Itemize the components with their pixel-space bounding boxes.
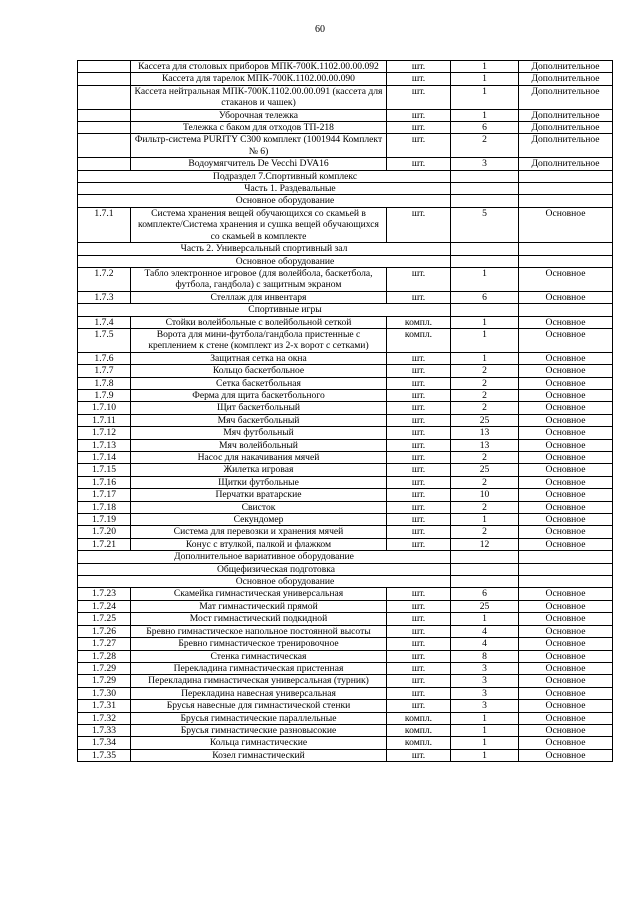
item-type: Основное	[519, 476, 613, 488]
item-number	[78, 122, 131, 134]
section-header-row	[78, 170, 613, 182]
section-header-text: Дополнительное вариативное оборудование	[78, 551, 451, 563]
item-number: 1.7.33	[78, 724, 131, 736]
item-unit: шт.	[387, 464, 451, 476]
item-unit: шт.	[387, 476, 451, 488]
item-unit: компл.	[387, 328, 451, 352]
item-quantity: 13	[451, 427, 519, 439]
item-number: 1.7.23	[78, 588, 131, 600]
table-row	[78, 122, 613, 134]
item-number: 1.7.9	[78, 389, 131, 401]
item-quantity: 2	[451, 365, 519, 377]
item-number: 1.7.14	[78, 452, 131, 464]
item-name: Стойки волейбольные с волейбольной сеткой	[131, 316, 387, 328]
item-name: Мат гимнастический прямой	[131, 600, 387, 612]
item-type: Основное	[519, 700, 613, 712]
item-quantity: 2	[451, 476, 519, 488]
section-header-text: Часть 1. Раздевальные	[78, 183, 451, 195]
section-header-text: Основное оборудование	[78, 576, 451, 588]
table-row	[78, 501, 613, 513]
item-type: Дополнительное	[519, 134, 613, 158]
item-number: 1.7.15	[78, 464, 131, 476]
item-number	[78, 158, 131, 170]
item-type: Основное	[519, 538, 613, 550]
item-unit: шт.	[387, 501, 451, 513]
item-number	[78, 73, 131, 85]
item-type: Основное	[519, 207, 613, 242]
equipment-table	[77, 60, 613, 762]
item-unit: шт.	[387, 122, 451, 134]
item-number: 1.7.32	[78, 712, 131, 724]
item-type: Основное	[519, 316, 613, 328]
item-quantity: 2	[451, 389, 519, 401]
item-number	[78, 109, 131, 121]
item-name: Перчатки вратарские	[131, 489, 387, 501]
table-row	[78, 85, 613, 109]
empty-cell	[451, 195, 519, 207]
item-type: Дополнительное	[519, 61, 613, 73]
item-type: Основное	[519, 439, 613, 451]
table-row	[78, 613, 613, 625]
item-name: Перекладина навесная универсальная	[131, 687, 387, 699]
item-number: 1.7.25	[78, 613, 131, 625]
section-header-text: Часть 2. Универсальный спортивный зал	[78, 243, 451, 255]
table-row	[78, 328, 613, 352]
item-unit: шт.	[387, 588, 451, 600]
item-type: Основное	[519, 352, 613, 364]
table-row	[78, 267, 613, 291]
empty-cell	[451, 576, 519, 588]
section-header-text: Основное оборудование	[78, 195, 451, 207]
table-row	[78, 749, 613, 761]
item-unit: шт.	[387, 389, 451, 401]
item-type: Основное	[519, 687, 613, 699]
item-number: 1.7.10	[78, 402, 131, 414]
table-row	[78, 427, 613, 439]
table-row	[78, 402, 613, 414]
table-row	[78, 489, 613, 501]
item-number: 1.7.31	[78, 700, 131, 712]
item-quantity: 25	[451, 464, 519, 476]
item-name: Ворота для мини-футбола/гандбола пристенные с креплением к стене (комплект из 2-х ворот с сетками)	[131, 328, 387, 352]
item-number: 1.7.24	[78, 600, 131, 612]
table-row	[78, 737, 613, 749]
item-number	[78, 134, 131, 158]
section-header-row	[78, 255, 613, 267]
item-unit: шт.	[387, 402, 451, 414]
item-type: Основное	[519, 414, 613, 426]
item-quantity: 2	[451, 526, 519, 538]
item-quantity: 6	[451, 588, 519, 600]
item-name: Стенка гимнастическая	[131, 650, 387, 662]
item-unit: шт.	[387, 352, 451, 364]
item-number: 1.7.7	[78, 365, 131, 377]
empty-cell	[451, 304, 519, 316]
item-number: 1.7.28	[78, 650, 131, 662]
item-number: 1.7.18	[78, 501, 131, 513]
item-name: Фильтр-система PURITY C300 комплект (1001944 Комплект № 6)	[131, 134, 387, 158]
item-quantity: 3	[451, 675, 519, 687]
item-name: Насос для накачивания мячей	[131, 452, 387, 464]
item-name: Брусья гимнастические параллельные	[131, 712, 387, 724]
table-row	[78, 588, 613, 600]
item-unit: шт.	[387, 489, 451, 501]
item-name: Мяч футбольный	[131, 427, 387, 439]
item-type: Основное	[519, 526, 613, 538]
item-unit: шт.	[387, 625, 451, 637]
item-quantity: 4	[451, 638, 519, 650]
item-name: Уборочная тележка	[131, 109, 387, 121]
item-number: 1.7.11	[78, 414, 131, 426]
empty-cell	[451, 551, 519, 563]
item-number: 1.7.29	[78, 662, 131, 674]
section-header-row	[78, 576, 613, 588]
item-type: Основное	[519, 377, 613, 389]
item-name: Ферма для щита баскетбольного	[131, 389, 387, 401]
item-unit: шт.	[387, 452, 451, 464]
item-number: 1.7.16	[78, 476, 131, 488]
item-number: 1.7.26	[78, 625, 131, 637]
item-unit: шт.	[387, 675, 451, 687]
empty-cell	[519, 255, 613, 267]
item-name: Кассета нейтральная МПК-700К.1102.00.00.091 (кассета для стаканов и чашек)	[131, 85, 387, 109]
item-quantity: 12	[451, 538, 519, 550]
item-quantity: 1	[451, 352, 519, 364]
item-number: 1.7.2	[78, 267, 131, 291]
table-row	[78, 414, 613, 426]
item-quantity: 1	[451, 749, 519, 761]
item-type: Основное	[519, 514, 613, 526]
item-unit: шт.	[387, 687, 451, 699]
item-quantity: 1	[451, 328, 519, 352]
item-name: Жилетка игровая	[131, 464, 387, 476]
item-name: Тележка с баком для отходов ТП-218	[131, 122, 387, 134]
item-quantity: 8	[451, 650, 519, 662]
item-unit: шт.	[387, 207, 451, 242]
item-unit: шт.	[387, 85, 451, 109]
table-row	[78, 687, 613, 699]
empty-cell	[519, 563, 613, 575]
item-unit: шт.	[387, 538, 451, 550]
item-type: Основное	[519, 724, 613, 736]
item-number: 1.7.21	[78, 538, 131, 550]
table-row	[78, 377, 613, 389]
item-unit: шт.	[387, 291, 451, 303]
item-name: Перекладина гимнастическая универсальная (турник)	[131, 675, 387, 687]
item-unit: шт.	[387, 613, 451, 625]
item-type: Основное	[519, 501, 613, 513]
empty-cell	[519, 195, 613, 207]
item-unit: шт.	[387, 61, 451, 73]
item-quantity: 25	[451, 414, 519, 426]
empty-cell	[451, 183, 519, 195]
item-unit: шт.	[387, 158, 451, 170]
table-row	[78, 662, 613, 674]
table-row	[78, 526, 613, 538]
item-unit: шт.	[387, 700, 451, 712]
item-quantity: 1	[451, 73, 519, 85]
empty-cell	[519, 551, 613, 563]
item-quantity: 6	[451, 291, 519, 303]
item-number: 1.7.8	[78, 377, 131, 389]
item-name: Кассета для столовых приборов МПК-700К.1102.00.00.092	[131, 61, 387, 73]
section-header-text: Спортивные игры	[78, 304, 451, 316]
item-quantity: 1	[451, 712, 519, 724]
item-number: 1.7.5	[78, 328, 131, 352]
item-quantity: 1	[451, 267, 519, 291]
item-number: 1.7.1	[78, 207, 131, 242]
item-type: Основное	[519, 625, 613, 637]
item-number: 1.7.35	[78, 749, 131, 761]
item-name: Скамейка гимнастическая универсальная	[131, 588, 387, 600]
item-quantity: 6	[451, 122, 519, 134]
item-quantity: 2	[451, 377, 519, 389]
item-quantity: 25	[451, 600, 519, 612]
item-name: Стеллаж для инвентаря	[131, 291, 387, 303]
table-row	[78, 464, 613, 476]
item-number: 1.7.13	[78, 439, 131, 451]
table-row	[78, 700, 613, 712]
item-quantity: 1	[451, 109, 519, 121]
item-quantity: 1	[451, 613, 519, 625]
item-number: 1.7.17	[78, 489, 131, 501]
item-type: Дополнительное	[519, 109, 613, 121]
item-quantity: 3	[451, 662, 519, 674]
item-type: Дополнительное	[519, 73, 613, 85]
item-name: Кольцо баскетбольное	[131, 365, 387, 377]
item-quantity: 13	[451, 439, 519, 451]
item-type: Основное	[519, 737, 613, 749]
item-name: Сетка баскетбольная	[131, 377, 387, 389]
table-row	[78, 724, 613, 736]
empty-cell	[451, 170, 519, 182]
item-unit: шт.	[387, 514, 451, 526]
item-number: 1.7.6	[78, 352, 131, 364]
table-row	[78, 476, 613, 488]
item-quantity: 2	[451, 134, 519, 158]
item-number: 1.7.20	[78, 526, 131, 538]
table-row	[78, 452, 613, 464]
item-type: Основное	[519, 489, 613, 501]
item-name: Мяч баскетбольный	[131, 414, 387, 426]
section-header-row	[78, 243, 613, 255]
item-name: Защитная сетка на окна	[131, 352, 387, 364]
empty-cell	[519, 170, 613, 182]
page-number: 60	[315, 24, 325, 35]
table-row	[78, 439, 613, 451]
item-name: Мяч волейбольный	[131, 439, 387, 451]
item-unit: шт.	[387, 749, 451, 761]
item-type: Основное	[519, 267, 613, 291]
item-type: Дополнительное	[519, 85, 613, 109]
item-type: Основное	[519, 427, 613, 439]
table-row	[78, 625, 613, 637]
section-header-text: Общефизическая подготовка	[78, 563, 451, 575]
item-name: Свисток	[131, 501, 387, 513]
item-quantity: 2	[451, 452, 519, 464]
item-type: Основное	[519, 675, 613, 687]
item-unit: шт.	[387, 73, 451, 85]
item-name: Брусья гимнастические разновысокие	[131, 724, 387, 736]
item-unit: шт.	[387, 439, 451, 451]
item-type: Основное	[519, 600, 613, 612]
item-name: Система для перевозки и хранения мячей	[131, 526, 387, 538]
item-type: Основное	[519, 588, 613, 600]
section-header-row	[78, 563, 613, 575]
item-type: Дополнительное	[519, 158, 613, 170]
table-row	[78, 134, 613, 158]
item-unit: шт.	[387, 638, 451, 650]
empty-cell	[451, 255, 519, 267]
item-number: 1.7.12	[78, 427, 131, 439]
item-unit: шт.	[387, 414, 451, 426]
item-number	[78, 85, 131, 109]
item-name: Перекладина гимнастическая пристенная	[131, 662, 387, 674]
item-name: Секундомер	[131, 514, 387, 526]
item-type: Основное	[519, 749, 613, 761]
table-row	[78, 514, 613, 526]
item-unit: шт.	[387, 662, 451, 674]
item-quantity: 2	[451, 402, 519, 414]
item-type: Основное	[519, 464, 613, 476]
item-quantity: 1	[451, 316, 519, 328]
item-name: Козел гимнастический	[131, 749, 387, 761]
item-name: Конус с втулкой, палкой и флажком	[131, 538, 387, 550]
section-header-row	[78, 304, 613, 316]
item-number: 1.7.3	[78, 291, 131, 303]
item-quantity: 3	[451, 158, 519, 170]
empty-cell	[519, 304, 613, 316]
item-name: Щитки футбольные	[131, 476, 387, 488]
item-quantity: 4	[451, 625, 519, 637]
equipment-table-body	[78, 61, 613, 762]
section-header-row	[78, 183, 613, 195]
item-name: Щит баскетбольный	[131, 402, 387, 414]
item-quantity: 1	[451, 514, 519, 526]
item-unit: компл.	[387, 724, 451, 736]
item-quantity: 1	[451, 724, 519, 736]
table-row	[78, 675, 613, 687]
item-unit: шт.	[387, 377, 451, 389]
item-name: Водоумягчитель De Vecchi DVA16	[131, 158, 387, 170]
empty-cell	[519, 243, 613, 255]
item-unit: шт.	[387, 134, 451, 158]
table-row	[78, 61, 613, 73]
item-number: 1.7.19	[78, 514, 131, 526]
item-number: 1.7.27	[78, 638, 131, 650]
item-unit: компл.	[387, 712, 451, 724]
item-name: Бревно гимнастическое напольное постоянной высоты	[131, 625, 387, 637]
item-type: Основное	[519, 389, 613, 401]
item-unit: шт.	[387, 427, 451, 439]
item-name: Система хранения вещей обучающихся со скамьей в комплекте/Система хранения и сушка вещей обучающихся со скамьей в комплекте	[131, 207, 387, 242]
item-type: Основное	[519, 650, 613, 662]
item-quantity: 5	[451, 207, 519, 242]
table-row	[78, 600, 613, 612]
item-type: Основное	[519, 291, 613, 303]
item-type: Дополнительное	[519, 122, 613, 134]
item-unit: компл.	[387, 737, 451, 749]
item-quantity: 1	[451, 85, 519, 109]
item-quantity: 2	[451, 501, 519, 513]
table-row	[78, 291, 613, 303]
item-type: Основное	[519, 452, 613, 464]
item-unit: шт.	[387, 365, 451, 377]
table-row	[78, 712, 613, 724]
item-unit: шт.	[387, 267, 451, 291]
item-quantity: 3	[451, 700, 519, 712]
section-header-text: Основное оборудование	[78, 255, 451, 267]
item-number: 1.7.30	[78, 687, 131, 699]
item-type: Основное	[519, 712, 613, 724]
empty-cell	[519, 576, 613, 588]
item-unit: шт.	[387, 526, 451, 538]
item-unit: шт.	[387, 600, 451, 612]
item-unit: компл.	[387, 316, 451, 328]
item-number	[78, 61, 131, 73]
table-row	[78, 352, 613, 364]
item-number: 1.7.29	[78, 675, 131, 687]
section-header-row	[78, 195, 613, 207]
item-unit: шт.	[387, 109, 451, 121]
table-row	[78, 158, 613, 170]
item-name: Брусья навесные для гимнастической стенки	[131, 700, 387, 712]
table-row	[78, 316, 613, 328]
table-row	[78, 73, 613, 85]
item-quantity: 1	[451, 737, 519, 749]
item-unit: шт.	[387, 650, 451, 662]
empty-cell	[451, 243, 519, 255]
section-header-text: Подраздел 7.Спортивный комплекс	[78, 170, 451, 182]
section-header-row	[78, 551, 613, 563]
item-quantity: 3	[451, 687, 519, 699]
empty-cell	[451, 563, 519, 575]
table-row	[78, 638, 613, 650]
table-row	[78, 538, 613, 550]
item-number: 1.7.4	[78, 316, 131, 328]
item-type: Основное	[519, 662, 613, 674]
item-number: 1.7.34	[78, 737, 131, 749]
table-row	[78, 207, 613, 242]
item-type: Основное	[519, 402, 613, 414]
item-name: Кассета для тарелок МПК-700К.1102.00.00.090	[131, 73, 387, 85]
table-row	[78, 650, 613, 662]
item-name: Кольца гимнастические	[131, 737, 387, 749]
item-name: Табло электронное игровое (для волейбола, баскетбола, футбола, гандбола) с защитным экраном	[131, 267, 387, 291]
table-row	[78, 365, 613, 377]
empty-cell	[519, 183, 613, 195]
item-type: Основное	[519, 365, 613, 377]
item-type: Основное	[519, 328, 613, 352]
item-name: Бревно гимнастическое тренировочное	[131, 638, 387, 650]
item-type: Основное	[519, 613, 613, 625]
table-row	[78, 109, 613, 121]
item-type: Основное	[519, 638, 613, 650]
table-row	[78, 389, 613, 401]
item-name: Мост гимнастический подкидной	[131, 613, 387, 625]
item-quantity: 10	[451, 489, 519, 501]
item-quantity: 1	[451, 61, 519, 73]
